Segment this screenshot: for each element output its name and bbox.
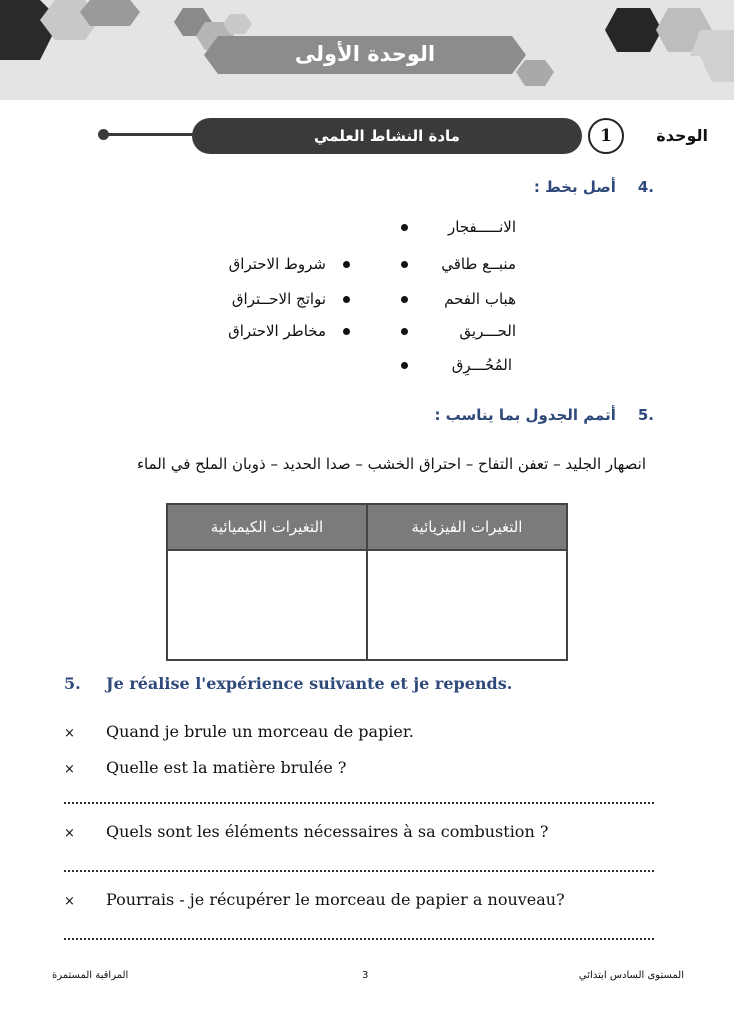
question-5-heading xyxy=(434,406,654,424)
cross-marker-icon: × xyxy=(64,826,75,841)
question-4-heading xyxy=(534,178,654,196)
french-line-text: Quels sont les éléments nécessaires à sa combustion ? xyxy=(106,822,549,841)
match-left-item: منبــع طاقي xyxy=(441,255,516,273)
bullet-icon xyxy=(343,261,350,268)
question-4-instruction: أصل بخط : xyxy=(533,178,616,196)
match-left-item: المُحُـــرِق xyxy=(451,356,512,374)
french-question-heading xyxy=(64,674,512,693)
french-line xyxy=(64,758,346,777)
question-5-number: .5 xyxy=(637,406,654,424)
match-left-item: الحـــريق xyxy=(459,322,516,340)
french-line-text: Quand je brule un morceau de papier. xyxy=(106,722,414,741)
answer-line[interactable] xyxy=(64,800,654,804)
unit-bar-dot xyxy=(98,129,109,140)
cross-marker-icon: × xyxy=(64,726,75,741)
bullet-icon xyxy=(401,261,408,268)
footer-level: المستوى السادس ابتدائي xyxy=(578,970,684,981)
changes-table xyxy=(166,503,568,661)
page-number: 3 xyxy=(362,970,369,981)
unit-bar-line xyxy=(104,133,196,136)
french-line-text: Quelle est la matière brulée ? xyxy=(106,758,347,777)
question-4-number: .4 xyxy=(637,178,654,196)
physical-answer-cell[interactable] xyxy=(367,550,567,660)
bullet-icon xyxy=(401,362,408,369)
french-line xyxy=(64,822,548,841)
match-left-item: الانـــــفجار xyxy=(448,218,516,236)
word-bank: انصهار الجليد – تعفن التفاح – احتراق الخشب – صدا الحديد – ذوبان الملح في الماء xyxy=(136,455,646,473)
unit-label: الوحدة xyxy=(656,126,708,145)
answer-line[interactable] xyxy=(64,868,654,872)
cross-marker-icon: × xyxy=(64,762,75,777)
french-line xyxy=(64,890,565,909)
french-line xyxy=(64,722,414,741)
french-question-number: 5. xyxy=(64,674,81,693)
bullet-icon xyxy=(401,328,408,335)
bullet-icon xyxy=(343,328,350,335)
unit-banner-title: الوحدة الأولى xyxy=(294,42,436,66)
bullet-icon xyxy=(401,296,408,303)
match-right-item: مخاطر الاحتراق xyxy=(228,322,326,340)
table-header-chemical: التغيرات الكيميائية xyxy=(167,504,367,550)
answer-line[interactable] xyxy=(64,936,654,940)
subject-title: مادة النشاط العلمي xyxy=(314,127,460,145)
match-right-item: شروط الاحتراق xyxy=(228,255,326,273)
question-5-instruction: أتمم الجدول بما يناسب : xyxy=(434,406,616,424)
bullet-icon xyxy=(343,296,350,303)
table-header-physical: التغيرات الفيزيائية xyxy=(367,504,567,550)
match-right-item: نواتج الاحــتراق xyxy=(231,290,326,308)
bullet-icon xyxy=(401,224,408,231)
chemical-answer-cell[interactable] xyxy=(167,550,367,660)
french-question-title: Je réalise l'expérience suivante et je repends. xyxy=(106,674,513,693)
footer-section: المراقبة المستمرة xyxy=(52,970,129,981)
unit-number: 1 xyxy=(588,118,624,154)
cross-marker-icon: × xyxy=(64,894,75,909)
match-left-item: هباب الفحم xyxy=(444,290,516,308)
french-line-text: Pourrais - je récupérer le morceau de papier a nouveau? xyxy=(106,890,565,909)
